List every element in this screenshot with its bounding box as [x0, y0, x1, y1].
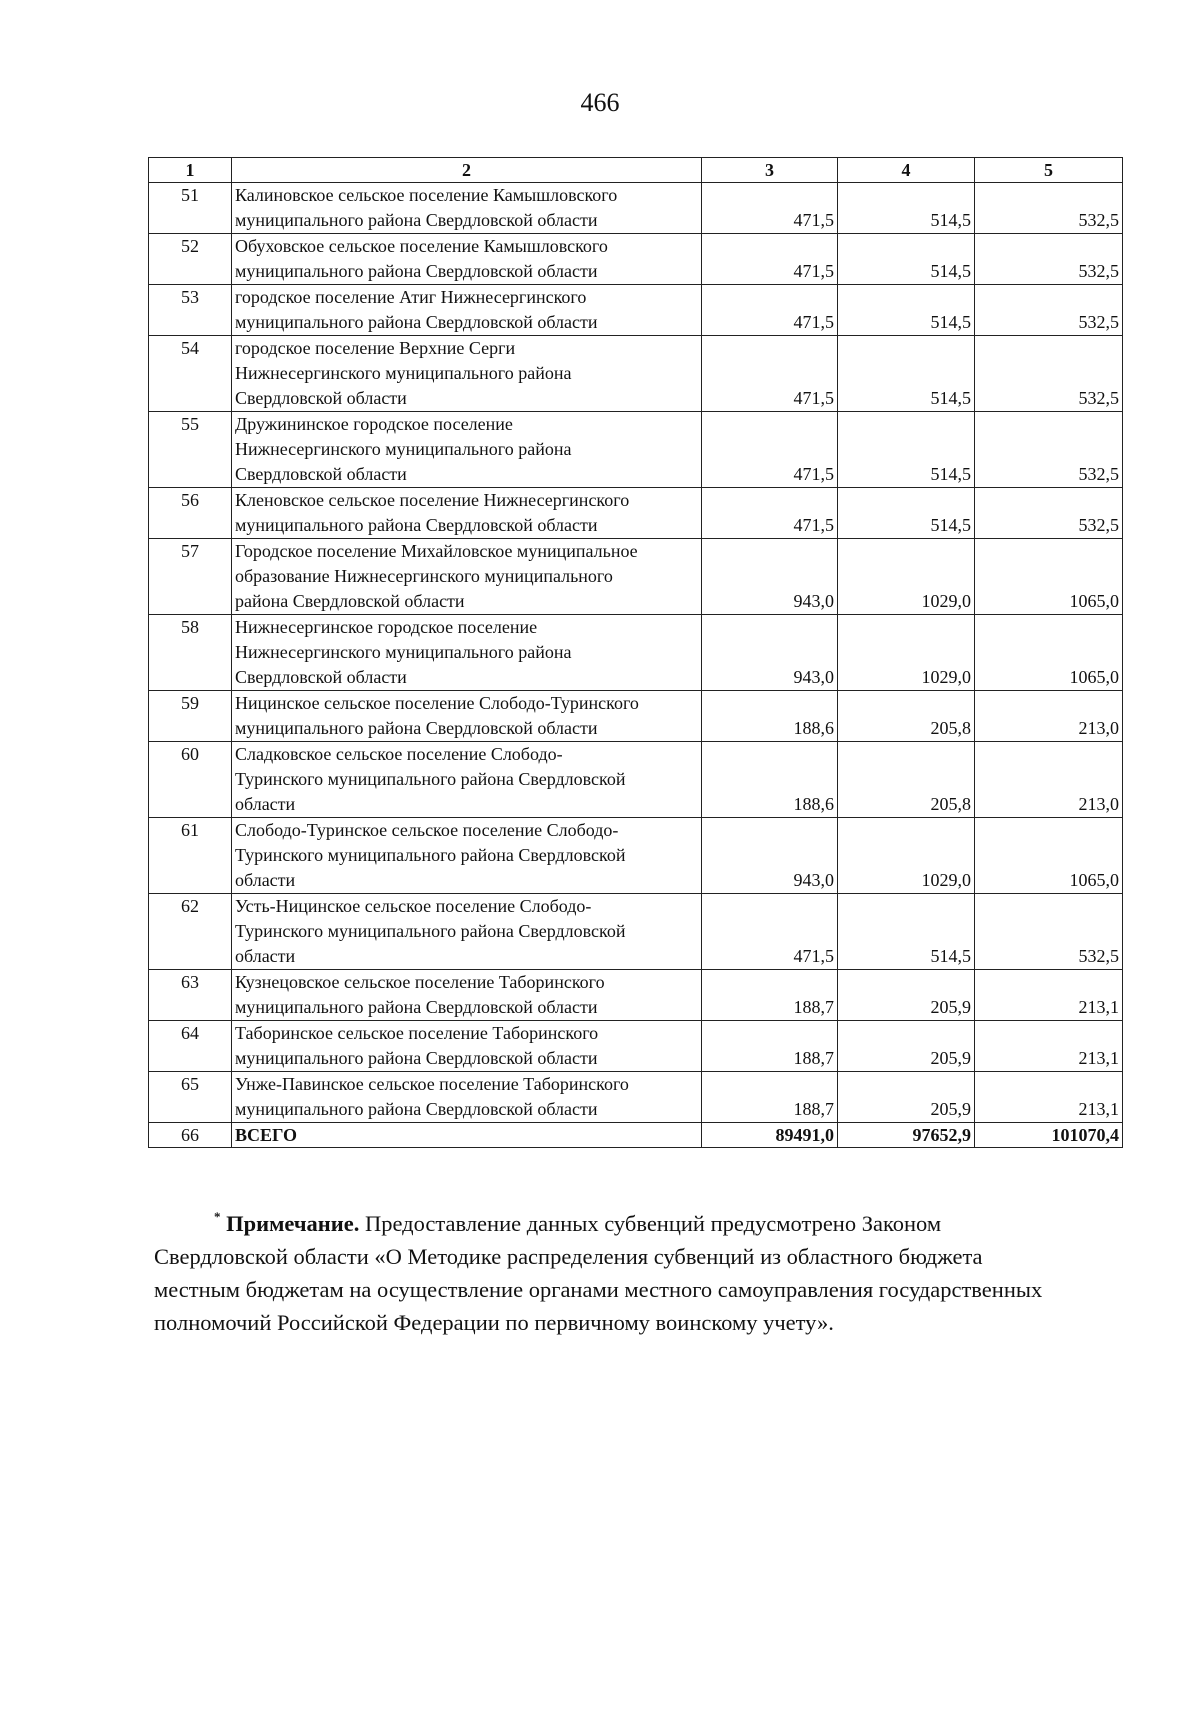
settlement-name — [232, 1072, 702, 1123]
table-row — [149, 336, 1123, 412]
settlement-name-line: Нижнесергинского муниципального района — [235, 642, 572, 662]
amount-col-4: 1029,0 — [838, 539, 975, 615]
footnote-text-1: Предоставление данных субвенций предусмотрено Законом — [364, 1211, 942, 1236]
settlement-name-line: муниципального района Свердловской области — [235, 1099, 598, 1119]
row-number: 61 — [149, 818, 232, 894]
amount-col-3: 471,5 — [702, 488, 838, 539]
amount-col-3: 943,0 — [702, 539, 838, 615]
row-number: 54 — [149, 336, 232, 412]
table-row — [149, 742, 1123, 818]
amount-col-5: 213,1 — [975, 1021, 1123, 1072]
header-col-4: 4 — [838, 158, 975, 183]
amount-col-4: 1029,0 — [838, 615, 975, 691]
settlement-name-line: Кузнецовское сельское поселение Таборинского — [235, 972, 605, 992]
settlement-name — [232, 183, 702, 234]
amount-col-5: 532,5 — [975, 183, 1123, 234]
table-row — [149, 970, 1123, 1021]
settlement-name — [232, 742, 702, 818]
amount-col-3: 188,6 — [702, 691, 838, 742]
settlement-name — [232, 336, 702, 412]
settlement-name-line: муниципального района Свердловской области — [235, 997, 598, 1017]
settlement-name — [232, 1021, 702, 1072]
settlement-name-line: Свердловской области — [235, 388, 407, 408]
row-number: 62 — [149, 894, 232, 970]
settlement-name-line: Сладковское сельское поселение Слободо- — [235, 744, 563, 764]
footnote-label: Примечание. — [226, 1211, 360, 1236]
total-amount-col-4: 97652,9 — [838, 1123, 975, 1148]
row-number: 58 — [149, 615, 232, 691]
settlement-name-line: муниципального района Свердловской области — [235, 1048, 598, 1068]
amount-col-5: 532,5 — [975, 234, 1123, 285]
settlement-name-line: муниципального района Свердловской области — [235, 718, 598, 738]
table-row — [149, 539, 1123, 615]
amount-col-4: 514,5 — [838, 412, 975, 488]
amount-col-3: 943,0 — [702, 615, 838, 691]
amount-col-5: 1065,0 — [975, 615, 1123, 691]
amount-col-3: 188,7 — [702, 1021, 838, 1072]
table-row — [149, 183, 1123, 234]
settlement-name-line: Слободо-Туринское сельское поселение Слободо- — [235, 820, 619, 840]
amount-col-3: 471,5 — [702, 183, 838, 234]
settlement-name-line: городское поселение Верхние Серги — [235, 338, 516, 358]
page-number: 466 — [580, 88, 620, 117]
row-number: 52 — [149, 234, 232, 285]
settlement-name — [232, 539, 702, 615]
footnote-line-4: полномочий Российской Федерации по первичному воинскому учету». — [154, 1310, 834, 1335]
settlement-name-line: Городское поселение Михайловское муниципальное — [235, 541, 638, 561]
settlement-name-line: муниципального района Свердловской области — [235, 261, 598, 281]
footnote — [154, 1200, 1114, 1339]
table-row — [149, 285, 1123, 336]
amount-col-3: 188,7 — [702, 1072, 838, 1123]
amount-col-5: 532,5 — [975, 336, 1123, 412]
settlement-name — [232, 488, 702, 539]
table-row — [149, 1072, 1123, 1123]
amount-col-3: 471,5 — [702, 336, 838, 412]
settlement-name-line: Кленовское сельское поселение Нижнесергинского — [235, 490, 630, 510]
settlement-name — [232, 818, 702, 894]
row-number: 53 — [149, 285, 232, 336]
amount-col-5: 532,5 — [975, 488, 1123, 539]
amount-col-4: 514,5 — [838, 336, 975, 412]
amount-col-4: 514,5 — [838, 488, 975, 539]
header-col-3: 3 — [702, 158, 838, 183]
amount-col-5: 532,5 — [975, 412, 1123, 488]
settlement-name-line: Ницинское сельское поселение Слободо-Туринского — [235, 693, 639, 713]
row-number: 55 — [149, 412, 232, 488]
amount-col-4: 514,5 — [838, 234, 975, 285]
table-row — [149, 818, 1123, 894]
table-row — [149, 412, 1123, 488]
footnote-marker: * — [214, 1209, 221, 1224]
header-col-2: 2 — [232, 158, 702, 183]
amount-col-5: 213,0 — [975, 691, 1123, 742]
amount-col-3: 471,5 — [702, 234, 838, 285]
amount-col-4: 514,5 — [838, 894, 975, 970]
settlement-name-line: Таборинское сельское поселение Таборинского — [235, 1023, 599, 1043]
amount-col-4: 205,9 — [838, 1021, 975, 1072]
row-number: 59 — [149, 691, 232, 742]
settlement-name-line: Туринского муниципального района Свердловской — [235, 921, 626, 941]
settlement-name-line: области — [235, 946, 296, 966]
table-row — [149, 1021, 1123, 1072]
footnote-line-3: местным бюджетам на осуществление органами местного самоуправления государственных — [154, 1277, 1043, 1302]
row-number: 60 — [149, 742, 232, 818]
settlement-name — [232, 970, 702, 1021]
amount-col-5: 532,5 — [975, 894, 1123, 970]
settlement-name-line: Нижнесергинское городское поселение — [235, 617, 538, 637]
total-label: ВСЕГО — [232, 1123, 702, 1148]
amount-col-5: 1065,0 — [975, 539, 1123, 615]
settlement-name-line: городское поселение Атиг Нижнесергинского — [235, 287, 587, 307]
table-row — [149, 691, 1123, 742]
row-number: 51 — [149, 183, 232, 234]
amount-col-3: 188,6 — [702, 742, 838, 818]
settlement-name-line: области — [235, 870, 296, 890]
settlement-name-line: муниципального района Свердловской области — [235, 515, 598, 535]
amount-col-4: 1029,0 — [838, 818, 975, 894]
settlement-name — [232, 691, 702, 742]
settlement-name-line: Калиновское сельское поселение Камышловского — [235, 185, 618, 205]
settlement-name-line: Нижнесергинского муниципального района — [235, 363, 572, 383]
table-row — [149, 894, 1123, 970]
settlement-name-line: Свердловской области — [235, 667, 407, 687]
total-row — [149, 1123, 1123, 1148]
settlement-name — [232, 615, 702, 691]
row-number: 64 — [149, 1021, 232, 1072]
total-amount-col-3: 89491,0 — [702, 1123, 838, 1148]
settlement-name-line: района Свердловской области — [235, 591, 465, 611]
subsidy-table — [148, 157, 1123, 1148]
settlement-name-line: Туринского муниципального района Свердловской — [235, 845, 626, 865]
footnote-line-1 — [154, 1200, 1114, 1240]
amount-col-3: 471,5 — [702, 412, 838, 488]
row-number: 63 — [149, 970, 232, 1021]
amount-col-5: 213,1 — [975, 1072, 1123, 1123]
amount-col-5: 213,0 — [975, 742, 1123, 818]
settlement-name-line: Унже-Павинское сельское поселение Таборинского — [235, 1074, 629, 1094]
amount-col-4: 514,5 — [838, 285, 975, 336]
total-number: 66 — [149, 1123, 232, 1148]
amount-col-4: 205,8 — [838, 691, 975, 742]
amount-col-4: 205,8 — [838, 742, 975, 818]
settlement-name — [232, 894, 702, 970]
settlement-name-line: муниципального района Свердловской области — [235, 312, 598, 332]
amount-col-5: 213,1 — [975, 970, 1123, 1021]
row-number: 57 — [149, 539, 232, 615]
amount-col-5: 532,5 — [975, 285, 1123, 336]
footnote-line-2: Свердловской области «О Методике распределения субвенций из областного бюджета — [154, 1244, 983, 1269]
table-row — [149, 488, 1123, 539]
amount-col-3: 471,5 — [702, 894, 838, 970]
settlement-name-line: Усть-Ницинское сельское поселение Слободо- — [235, 896, 592, 916]
settlement-name-line: Туринского муниципального района Свердловской — [235, 769, 626, 789]
row-number: 65 — [149, 1072, 232, 1123]
amount-col-4: 205,9 — [838, 970, 975, 1021]
settlement-name-line: Обуховское сельское поселение Камышловского — [235, 236, 608, 256]
settlement-name — [232, 285, 702, 336]
total-amount-col-5: 101070,4 — [975, 1123, 1123, 1148]
amount-col-4: 514,5 — [838, 183, 975, 234]
settlement-name-line: Нижнесергинского муниципального района — [235, 439, 572, 459]
table-header-row — [149, 158, 1123, 183]
table-row — [149, 234, 1123, 285]
settlement-name-line: Дружининское городское поселение — [235, 414, 513, 434]
table-row — [149, 615, 1123, 691]
amount-col-3: 471,5 — [702, 285, 838, 336]
settlement-name-line: Свердловской области — [235, 464, 407, 484]
settlement-name-line: образование Нижнесергинского муниципального — [235, 566, 613, 586]
header-col-1: 1 — [149, 158, 232, 183]
amount-col-3: 943,0 — [702, 818, 838, 894]
settlement-name — [232, 234, 702, 285]
amount-col-3: 188,7 — [702, 970, 838, 1021]
settlement-name-line: муниципального района Свердловской области — [235, 210, 598, 230]
settlement-name-line: области — [235, 794, 296, 814]
row-number: 56 — [149, 488, 232, 539]
amount-col-4: 205,9 — [838, 1072, 975, 1123]
header-col-5: 5 — [975, 158, 1123, 183]
settlement-name — [232, 412, 702, 488]
amount-col-5: 1065,0 — [975, 818, 1123, 894]
